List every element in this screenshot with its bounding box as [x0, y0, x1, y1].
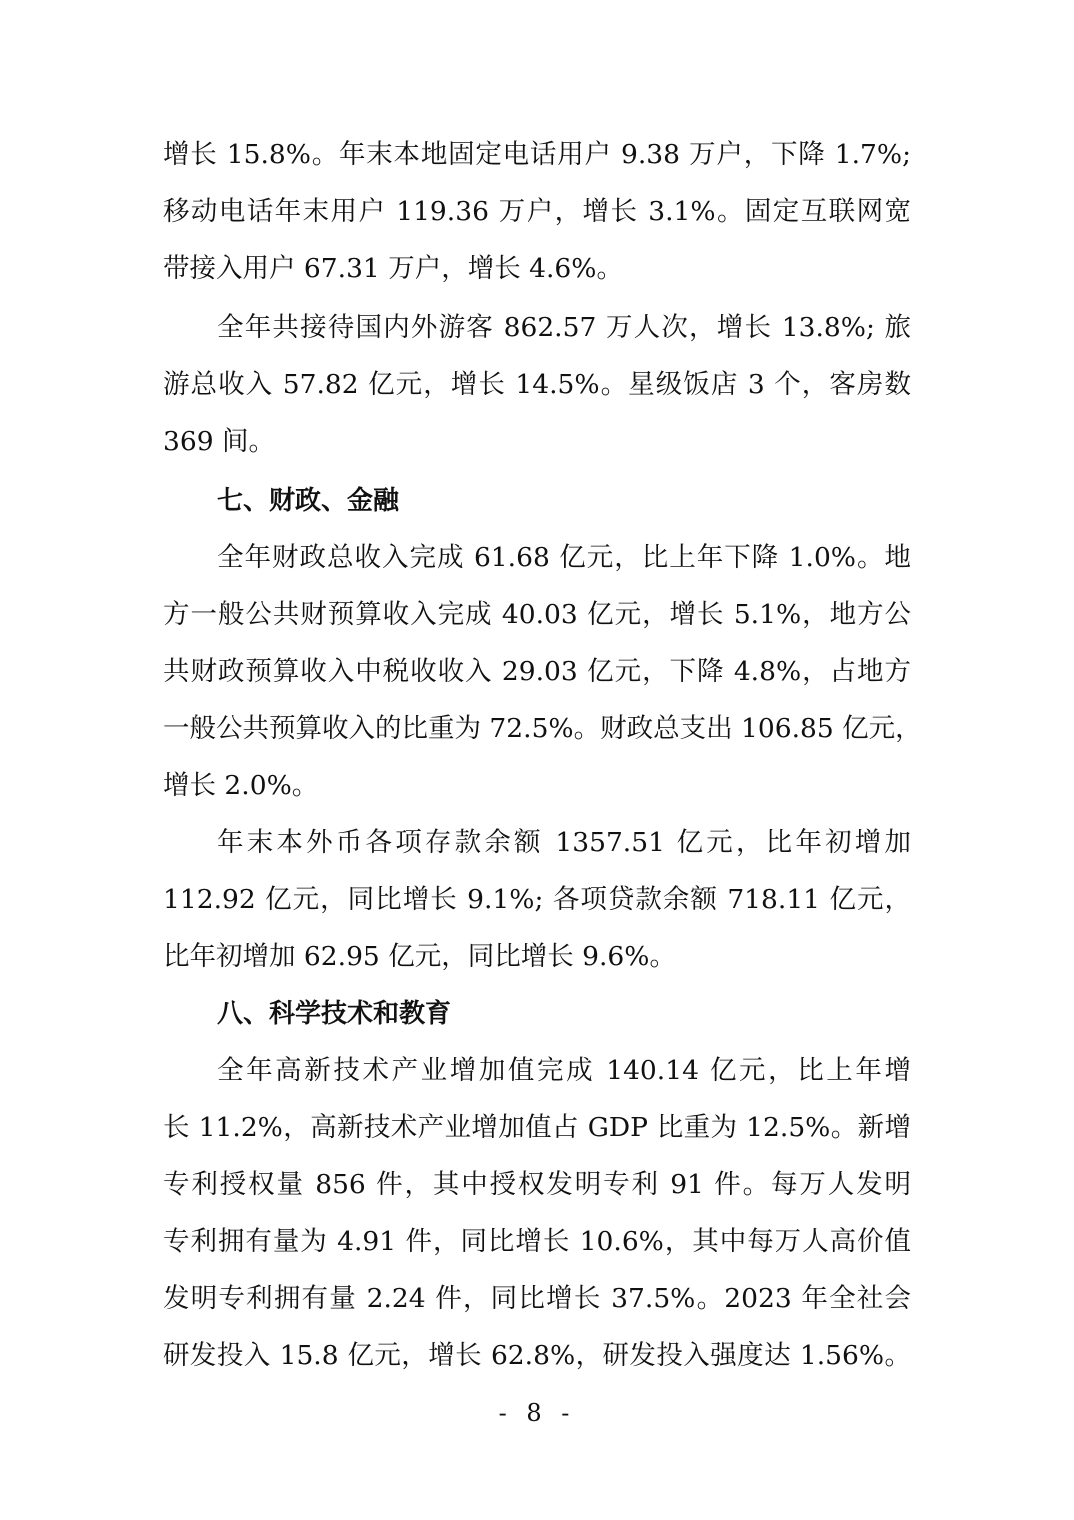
- page-number: - 8 -: [498, 1399, 576, 1427]
- text-line: 增长 2.0%。: [163, 770, 319, 801]
- paragraph-start-line: 全年财政总收入完成 61.68 亿元，比上年下降 1.0%。地: [217, 542, 911, 573]
- text-line: 方一般公共财预算收入完成 40.03 亿元，增长 5.1%，地方公: [163, 599, 911, 630]
- text-line: 一般公共预算收入的比重为 72.5%。财政总支出 106.85 亿元，: [163, 713, 922, 744]
- text-line: 长 11.2%，高新技术产业增加值占 GDP 比重为 12.5%。新增: [163, 1112, 911, 1143]
- text-line: 移动电话年末用户 119.36 万户，增长 3.1%。固定互联网宽: [163, 196, 911, 227]
- text-line: 游总收入 57.82 亿元，增长 14.5%。星级饭店 3 个，客房数: [163, 369, 911, 400]
- paragraph-start-line: 年末本外币各项存款余额 1357.51 亿元，比年初增加: [217, 827, 911, 858]
- paragraph-start-line: 全年共接待国内外游客 862.57 万人次，增长 13.8%; 旅: [217, 312, 911, 343]
- text-line: 专利拥有量为 4.91 件，同比增长 10.6%，其中每万人高价值: [163, 1226, 911, 1257]
- text-line: 研发投入 15.8 亿元，增长 62.8%，研发投入强度达 1.56%。: [163, 1340, 911, 1371]
- section-heading-finance: 七、财政、金融: [217, 486, 400, 516]
- paragraph-start-line: 全年高新技术产业增加值完成 140.14 亿元，比上年增: [217, 1055, 911, 1086]
- section-heading-science-education: 八、科学技术和教育: [217, 999, 452, 1029]
- text-line: 带接入用户 67.31 万户，增长 4.6%。: [163, 253, 623, 284]
- text-line: 共财政预算收入中税收收入 29.03 亿元，下降 4.8%，占地方: [163, 656, 911, 687]
- text-line: 比年初增加 62.95 亿元，同比增长 9.6%。: [163, 941, 676, 972]
- text-line: 369 间。: [163, 426, 276, 457]
- text-line: 发明专利拥有量 2.24 件，同比增长 37.5%。2023 年全社会: [163, 1283, 911, 1314]
- text-line: 增长 15.8%。年末本地固定电话用户 9.38 万户，下降 1.7%;: [163, 139, 911, 170]
- text-line: 专利授权量 856 件，其中授权发明专利 91 件。每万人发明: [163, 1169, 911, 1200]
- text-line: 112.92 亿元，同比增长 9.1%; 各项贷款余额 718.11 亿元，: [163, 884, 911, 915]
